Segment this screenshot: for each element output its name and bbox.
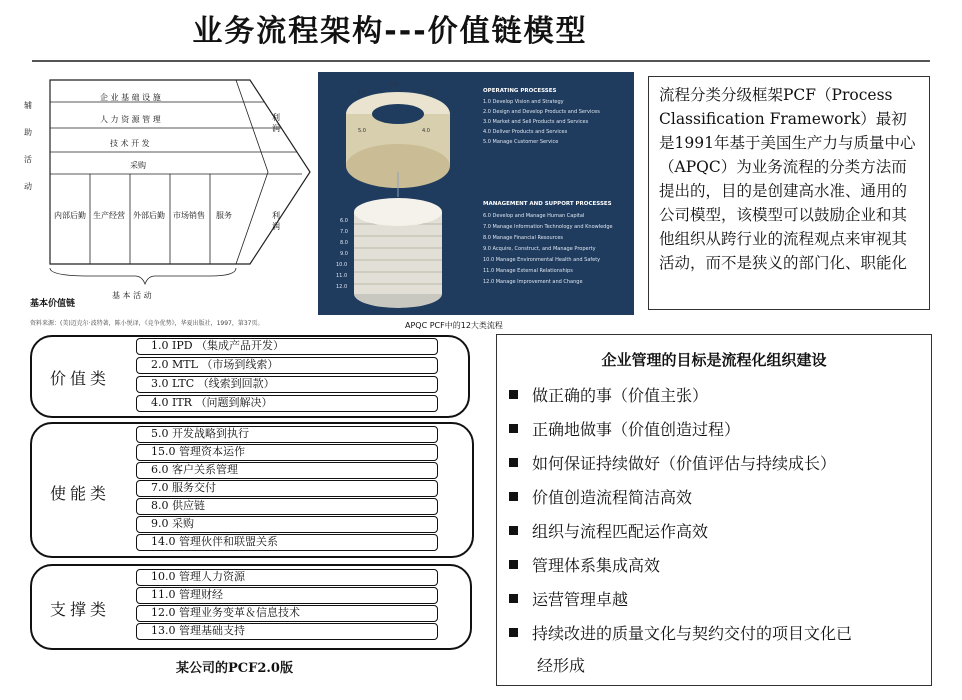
- stack-number-7: 7.0: [340, 229, 348, 235]
- goals-title: 企业管理的目标是流程化组织建设: [601, 351, 827, 369]
- primary-service: 服务: [216, 211, 232, 220]
- operating-item-5: 5.0 Manage Customer Service: [483, 139, 559, 145]
- pcf-item-13: 13.0 管理基础支持: [136, 623, 438, 640]
- goal-item-5: 组织与流程匹配运作高效: [509, 519, 708, 542]
- management-goals-box: [496, 334, 932, 686]
- title-divider: [32, 60, 930, 62]
- ring-number-5: 5.0: [358, 128, 366, 134]
- support-activities-label: 辅助活动: [24, 101, 32, 191]
- support-item-6: 6.0 Develop and Manage Human Capital: [483, 213, 585, 219]
- ring-number-3: 3.0: [426, 90, 434, 96]
- support-processes-header: MANAGEMENT AND SUPPORT PROCESSES: [483, 201, 612, 207]
- pcf-item-15: 15.0 管理资本运作: [136, 444, 438, 461]
- value-chain-outline: [20, 72, 320, 322]
- support-row-hr: 人 力 资 源 管 理: [100, 115, 161, 124]
- ring-number-1: 1.0: [358, 90, 366, 96]
- group-support-class-label: 支撑类: [50, 600, 111, 619]
- apqc-caption: APQC PCF中的12大类流程: [405, 321, 503, 330]
- bullet-square-icon: [509, 424, 518, 433]
- pcf-item-7: 7.0 服务交付: [136, 480, 438, 497]
- support-item-7: 7.0 Manage Information Technology and Knowledge: [483, 224, 613, 230]
- pcf-caption: 某公司的PCF2.0版: [176, 661, 293, 676]
- bullet-square-icon: [509, 560, 518, 569]
- stack-number-6: 6.0: [340, 218, 348, 224]
- margin-label-top: 利润: [272, 113, 280, 133]
- pcf-item-11: 11.0 管理财经: [136, 587, 438, 604]
- goal-item-1: 做正确的事（价值主张）: [509, 383, 708, 406]
- pcf-item-9: 9.0 采购: [136, 516, 438, 533]
- margin-label-bottom: 利润: [272, 211, 280, 231]
- pcf-description-box: [648, 76, 930, 310]
- primary-marketing: 市场销售: [173, 211, 205, 220]
- goal-item-4: 价值创造流程简洁高效: [509, 485, 692, 508]
- primary-operations: 生产经营: [93, 211, 125, 220]
- stack-number-12: 12.0: [336, 284, 348, 290]
- goal-item-3: 如何保证持续做好（价值评估与持续成长）: [509, 451, 836, 474]
- pcf-item-6: 6.0 客户关系管理: [136, 462, 438, 479]
- pcf-item-1: 1.0 IPD （集成产品开发）: [136, 338, 438, 355]
- bullet-square-icon: [509, 458, 518, 467]
- primary-inbound: 内部后勤: [54, 211, 86, 220]
- bullet-square-icon: [509, 628, 518, 637]
- goal-item-8-continuation: 经形成: [537, 656, 586, 675]
- bullet-square-icon: [509, 492, 518, 501]
- pcf-description-text: 流程分类分级框架PCF（Process Classification Framework）最初是1991年基于美国生产力与质量中心（APQC）为业务流程的分类方法而提出的，目的是创建高水准、通用的公司模型，该模型可以鼓励企业和其他组织从跨行业的流程观点来审视其活动，而不是狭义的部门化、职能化: [659, 86, 916, 272]
- goal-item-8: 持续改进的质量文化与契约交付的项目文化已: [509, 621, 852, 644]
- value-chain-diagram: [20, 72, 320, 322]
- goal-item-7: 运营管理卓越: [509, 587, 628, 610]
- bullet-square-icon: [509, 390, 518, 399]
- pcf-item-4: 4.0 ITR （问题到解决）: [136, 395, 438, 412]
- pcf-item-2: 2.0 MTL （市场到线索）: [136, 357, 438, 374]
- stack-number-11: 11.0: [336, 273, 348, 279]
- stack-number-10: 10.0: [336, 262, 348, 268]
- pcf-item-14: 14.0 管理伙伴和联盟关系: [136, 534, 438, 551]
- page-title: 业务流程架构---价值链模型: [192, 14, 588, 49]
- support-item-9: 9.0 Acquire, Construct, and Manage Property: [483, 246, 596, 252]
- pcf-item-10: 10.0 管理人力资源: [136, 569, 438, 586]
- stack-number-9: 9.0: [340, 251, 348, 257]
- operating-item-2: 2.0 Design and Develop Products and Services: [483, 109, 600, 115]
- operating-item-1: 1.0 Develop Vision and Strategy: [483, 99, 564, 105]
- support-row-procurement: 采购: [130, 161, 146, 170]
- primary-outbound: 外部后勤: [133, 211, 165, 220]
- operating-item-3: 3.0 Market and Sell Products and Services: [483, 119, 589, 125]
- support-item-8: 8.0 Manage Financial Resources: [483, 235, 564, 241]
- pcf-item-5: 5.0 开发战略到执行: [136, 426, 438, 443]
- primary-activities-label: 基 本 活 动: [112, 291, 152, 300]
- operating-processes-header: OPERATING PROCESSES: [483, 88, 557, 94]
- ring-number-4: 4.0: [422, 128, 430, 134]
- operating-item-4: 4.0 Deliver Products and Services: [483, 129, 568, 135]
- support-row-tech: 技 术 开 发: [110, 139, 150, 148]
- support-item-10: 10.0 Manage Environmental Health and Safety: [483, 257, 601, 263]
- pcf-item-3: 3.0 LTC （线索到回款）: [136, 376, 438, 393]
- group-enabling-class-label: 使能类: [50, 484, 111, 503]
- bullet-square-icon: [509, 526, 518, 535]
- support-row-infrastructure: 企 业 基 础 设 施: [100, 93, 161, 102]
- apqc-pcf-graphic: [318, 72, 634, 315]
- value-chain-caption: 基本价值链: [30, 299, 76, 309]
- group-value-class-label: 价值类: [50, 369, 111, 388]
- support-item-12: 12.0 Manage Improvement and Change: [483, 279, 583, 285]
- pcf-item-12: 12.0 管理业务变革＆信息技术: [136, 605, 438, 622]
- value-chain-source: 资料来源：(美)迈克尔·波特著，陈小悦译，《竞争优势》，华夏出版社，1997，第37页。: [30, 320, 264, 327]
- stack-number-8: 8.0: [340, 240, 348, 246]
- pcf-item-8: 8.0 供应链: [136, 498, 438, 515]
- bullet-square-icon: [509, 594, 518, 603]
- support-item-11: 11.0 Manage External Relationships: [483, 268, 573, 274]
- goal-item-6: 管理体系集成高效: [509, 553, 660, 576]
- goal-item-2: 正确地做事（价值创造过程）: [509, 417, 740, 440]
- ring-number-2: 2.0: [390, 82, 398, 88]
